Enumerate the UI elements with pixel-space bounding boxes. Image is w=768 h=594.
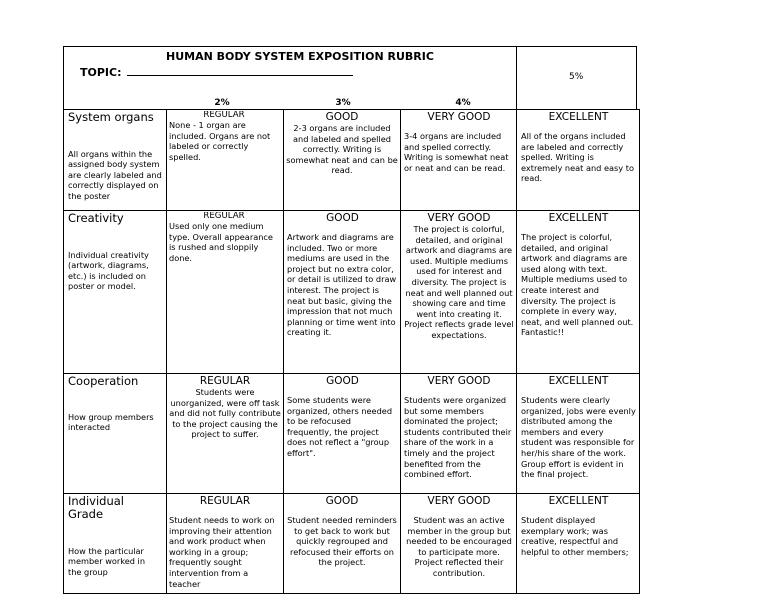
topic-field[interactable] bbox=[80, 66, 353, 79]
rubric-cell bbox=[169, 212, 279, 372]
level-label: EXCELLENT bbox=[548, 375, 609, 387]
pct-good: 3% bbox=[335, 98, 351, 108]
level-description: Used only one medium type. Overall appearance is rushed and sloppily done. bbox=[169, 221, 273, 263]
level-description: Some students were organized, others needed to be refocused frequently, the project does not reflect a "group effort". bbox=[287, 395, 393, 458]
criterion-name: Creativity bbox=[68, 211, 124, 225]
table-border-top bbox=[63, 46, 637, 47]
row-divider bbox=[63, 373, 640, 374]
rubric-cell bbox=[286, 111, 398, 209]
level-description: Student displayed exemplary work; was creative, respectful and helpful to other members; bbox=[521, 515, 629, 557]
col-divider bbox=[516, 46, 517, 594]
table-border-right bbox=[639, 109, 640, 594]
table-border-right-header bbox=[636, 46, 637, 110]
col-divider bbox=[283, 109, 284, 594]
criterion-name: Individual Grade bbox=[68, 494, 125, 521]
level-description: 2-3 organs are included and labeled and spelled correctly. Writing is somewhat neat and can be read. bbox=[286, 123, 398, 176]
level-description: The project is colorful, detailed, and original artwork and diagrams are used along with text. Multiple mediums used to create interest and diversity. The project is complete in every way, neat, and well planned out. Fantastic!! bbox=[521, 232, 634, 338]
level-description: The project is colorful, detailed, and original artwork and diagrams are used. Multiple mediums used for interest and diversity. The project is neat and well planned out showing care and time went into creating it. Project reflects grade level expectations. bbox=[404, 224, 514, 340]
rubric-cell bbox=[287, 375, 398, 492]
level-description: Student was an active member in the group but needed to be encouraged to participate more. Project reflected their contribution. bbox=[406, 515, 512, 578]
col-divider bbox=[400, 109, 401, 594]
level-label: REGULAR bbox=[199, 495, 251, 507]
rubric-cell bbox=[521, 375, 636, 492]
criterion-description: How the particular member worked in the group bbox=[68, 546, 146, 577]
level-label: VERY GOOD bbox=[427, 375, 491, 387]
level-label: VERY GOOD bbox=[427, 212, 491, 224]
level-description: Student needs to work on improving their attention and work product when working in a group; frequently sought intervention from a teacher bbox=[169, 515, 275, 589]
topic-label: TOPIC: bbox=[80, 66, 122, 79]
criterion-description: Individual creativity (artwork, diagrams, etc.) is included on poster or model. bbox=[68, 250, 149, 292]
level-label: GOOD bbox=[326, 375, 359, 387]
level-label: VERY GOOD bbox=[427, 111, 491, 123]
criterion-description: All organs within the assigned body system are clearly labeled and correctly displayed on the poster bbox=[68, 149, 162, 201]
level-label: GOOD bbox=[325, 111, 359, 123]
level-description: None - 1 organ are included. Organs are not labeled or correctly spelled. bbox=[169, 120, 271, 162]
col-divider bbox=[166, 109, 167, 594]
level-description: All of the organs included are labeled and correctly spelled. Writing is extremely neat and easy to read. bbox=[521, 131, 634, 184]
rubric-title: HUMAN BODY SYSTEM EXPOSITION RUBRIC bbox=[166, 50, 434, 63]
level-description: Artwork and diagrams are included. Two or more mediums are used in the project but no extra color, or detail is utilized to draw interest. The project is neat but basic, giving the impression that not much planning or time went into creating it. bbox=[287, 232, 397, 338]
level-label: EXCELLENT bbox=[548, 495, 609, 507]
row-divider bbox=[63, 210, 640, 211]
rubric-cell bbox=[169, 375, 281, 492]
pct-excellent: 5% bbox=[569, 72, 584, 82]
level-label: REGULAR bbox=[203, 111, 245, 120]
rubric-cell bbox=[169, 495, 281, 592]
rubric-cell bbox=[521, 495, 636, 592]
level-description: Student needed reminders to get back to work but quickly regrouped and refocused their efforts on the project. bbox=[287, 515, 397, 568]
level-description: Students were clearly organized, jobs were evenly distributed among the members and every student was responsible for her/his share of the work. Group effort is evident in the final project. bbox=[521, 395, 636, 480]
rubric-cell bbox=[169, 111, 279, 209]
rubric-cell bbox=[403, 495, 515, 592]
rubric-cell bbox=[521, 212, 636, 372]
rubric-cell bbox=[404, 111, 514, 209]
rubric-cell bbox=[521, 111, 636, 209]
pct-very-good: 4% bbox=[455, 98, 471, 108]
topic-blank-line bbox=[127, 66, 353, 76]
criterion-name: Cooperation bbox=[68, 374, 139, 388]
level-description: 3-4 organs are included and spelled correctly. Writing is somewhat neat or neat and can be read. bbox=[404, 131, 509, 173]
level-label: REGULAR bbox=[199, 375, 251, 387]
level-label: EXCELLENT bbox=[548, 111, 609, 123]
level-label: VERY GOOD bbox=[427, 495, 491, 507]
rubric-cell bbox=[287, 212, 398, 372]
criterion-name: System organs bbox=[68, 110, 154, 124]
table-border-left bbox=[63, 46, 64, 594]
row-divider bbox=[63, 493, 640, 494]
criterion-description: How group members interacted bbox=[68, 412, 154, 433]
level-description: Students were unorganized, were off task and did not fully contribute to the project causing the project to suffer. bbox=[169, 387, 281, 440]
level-description: Students were organized but some members dominated the project; students contributed their share of the work in a timely and the project benefited from the combined effort. bbox=[404, 395, 512, 480]
level-label: GOOD bbox=[326, 212, 359, 224]
pct-regular: 2% bbox=[214, 98, 230, 108]
level-label: EXCELLENT bbox=[548, 212, 609, 224]
rubric-cell bbox=[286, 495, 398, 592]
level-label: REGULAR bbox=[203, 212, 245, 221]
rubric-cell bbox=[403, 212, 515, 372]
rubric-cell bbox=[404, 375, 514, 492]
level-label: GOOD bbox=[325, 495, 359, 507]
